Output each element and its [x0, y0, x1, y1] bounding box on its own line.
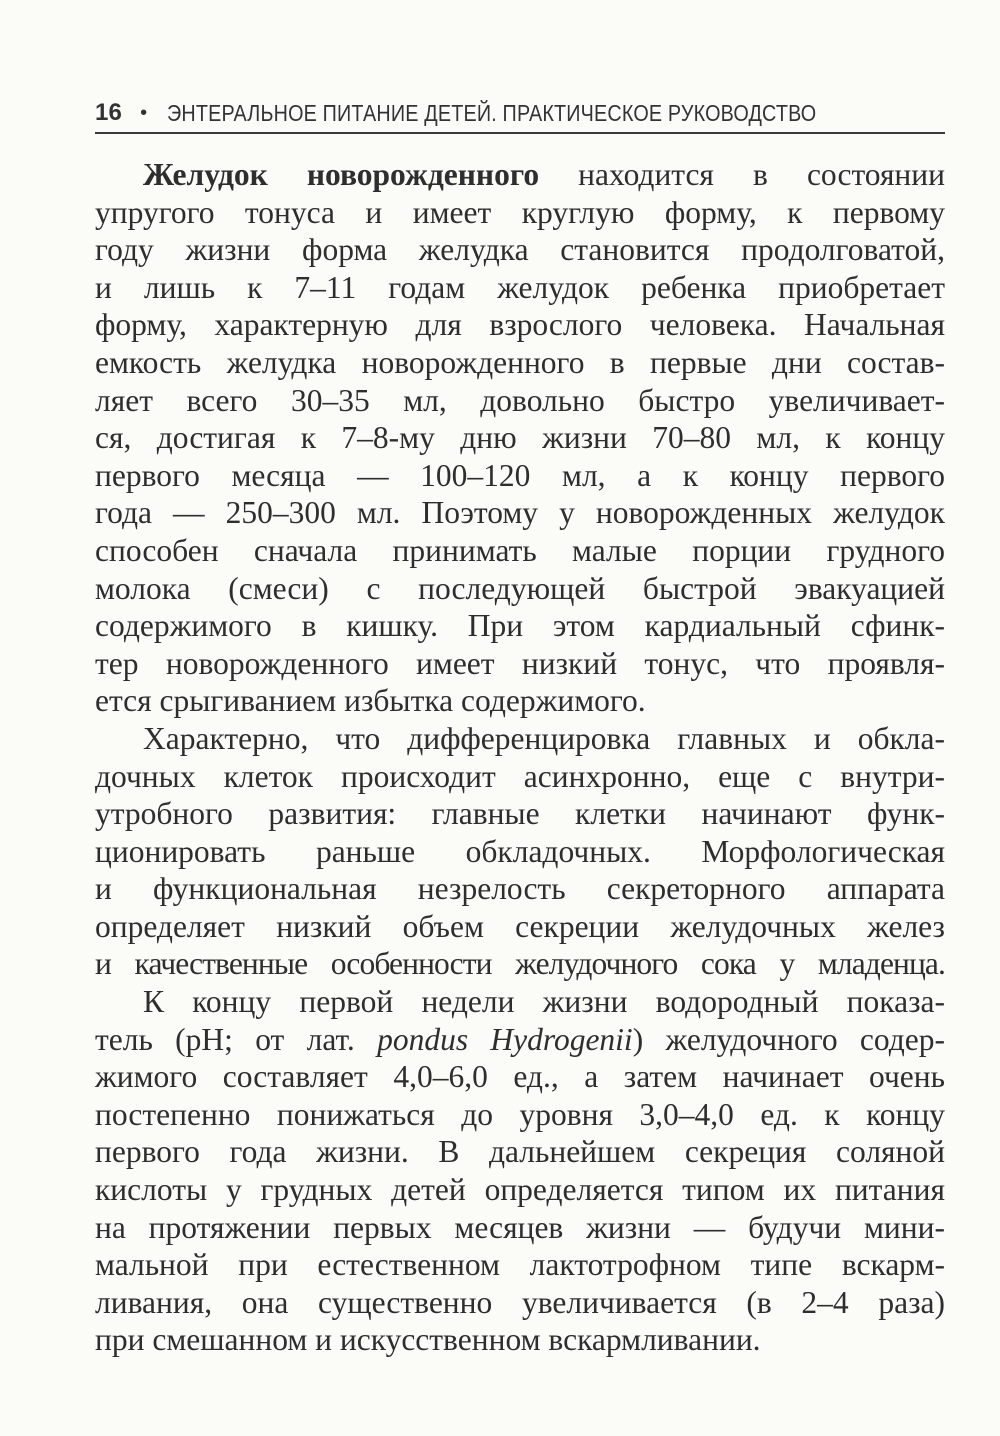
text-line: ся, достигая к 7–8-му дню жизни 70–80 мл, к концу [95, 420, 945, 456]
text-line: первого месяца — 100–120 мл, а к концу первого [95, 457, 945, 493]
text-line: дочных клеток происходит асинхронно, еще с внутри- [95, 758, 945, 794]
text-line: способен сначала принимать малые порции грудного [95, 532, 945, 568]
text-line [95, 156, 945, 194]
text-line: мальной при естественном лактотрофном типе вскарм- [95, 1247, 945, 1283]
text-run: находится в состоянии [539, 157, 945, 192]
bullet-separator: • [140, 101, 148, 124]
text-line: ется срыгиванием избытка содержимого. [95, 683, 646, 719]
text-line [95, 1021, 945, 1059]
text-line: при смешанном и искусственном вскармливании. [95, 1322, 761, 1358]
bold-term: Желудок новорожденного [143, 157, 540, 192]
text-line: тер новорожденного имеет низкий тонус, что проявля- [95, 645, 945, 681]
text-line: и качественные особенности желудочного сока у младенца. [95, 946, 945, 982]
text-line: первого года жизни. В дальнейшем секреция соляной [95, 1134, 945, 1170]
latin-term: pondus Hydrogenii [377, 1021, 633, 1057]
running-header [95, 94, 945, 134]
text-line: ционировать раньше обкладочных. Морфологическая [95, 833, 945, 869]
text-line: определяет низкий объем секреции желудочных желез [95, 908, 945, 944]
body-text [95, 156, 945, 1359]
text-line: форму, характерную для взрослого человека. Начальная [95, 307, 945, 343]
text-line: Характерно, что дифференцировка главных и обкла- [143, 720, 945, 756]
text-line: году жизни форма желудка становится продолговатой, [95, 232, 945, 268]
text-line: и лишь к 7–11 годам желудок ребенка приобретает [95, 269, 945, 305]
text-line: К концу первой недели жизни водородный показа- [143, 984, 945, 1020]
paragraph-cell-differentiation [95, 720, 945, 983]
page-number: 16 [95, 99, 123, 126]
text-run: тель (рН; от лат. [95, 1021, 378, 1057]
text-line: ливания, она существенно увеличивается (в 2–4 раза) [95, 1284, 945, 1320]
text-line: и функциональная незрелость секреторного аппарата [95, 871, 945, 907]
text-run: ) желудочного содер- [632, 1021, 945, 1057]
text-line: постепенно понижаться до уровня 3,0–4,0 ед. к концу [95, 1096, 945, 1132]
text-line: кислоты у грудных детей определяется типом их питания [95, 1172, 945, 1208]
text-line: упругого тонуса и имеет круглую форму, к первому [95, 194, 945, 230]
text-line: емкость желудка новорожденного в первые дни состав- [95, 344, 945, 380]
paragraph-stomach-newborn [95, 156, 945, 720]
text-line: года — 250–300 мл. Поэтому у новорожденных желудок [95, 495, 945, 531]
paragraph-ph-level [95, 983, 945, 1359]
text-line: молока (смеси) с последующей быстрой эвакуацией [95, 570, 945, 606]
text-line: содержимого в кишку. При этом кардиальный сфинк- [95, 608, 945, 644]
text-line: на протяжении первых месяцев жизни — будучи мини- [95, 1209, 945, 1245]
text-line: утробного развития: главные клетки начинают функ- [95, 796, 945, 832]
text-line: ляет всего 30–35 мл, довольно быстро увеличивает- [95, 382, 945, 418]
book-title: ЭНТЕРАЛЬНОЕ ПИТАНИЕ ДЕТЕЙ. ПРАКТИЧЕСКОЕ РУКОВОДСТВО [167, 99, 817, 126]
text-line: жимого составляет 4,0–6,0 ед., а затем начинает очень [95, 1059, 945, 1095]
